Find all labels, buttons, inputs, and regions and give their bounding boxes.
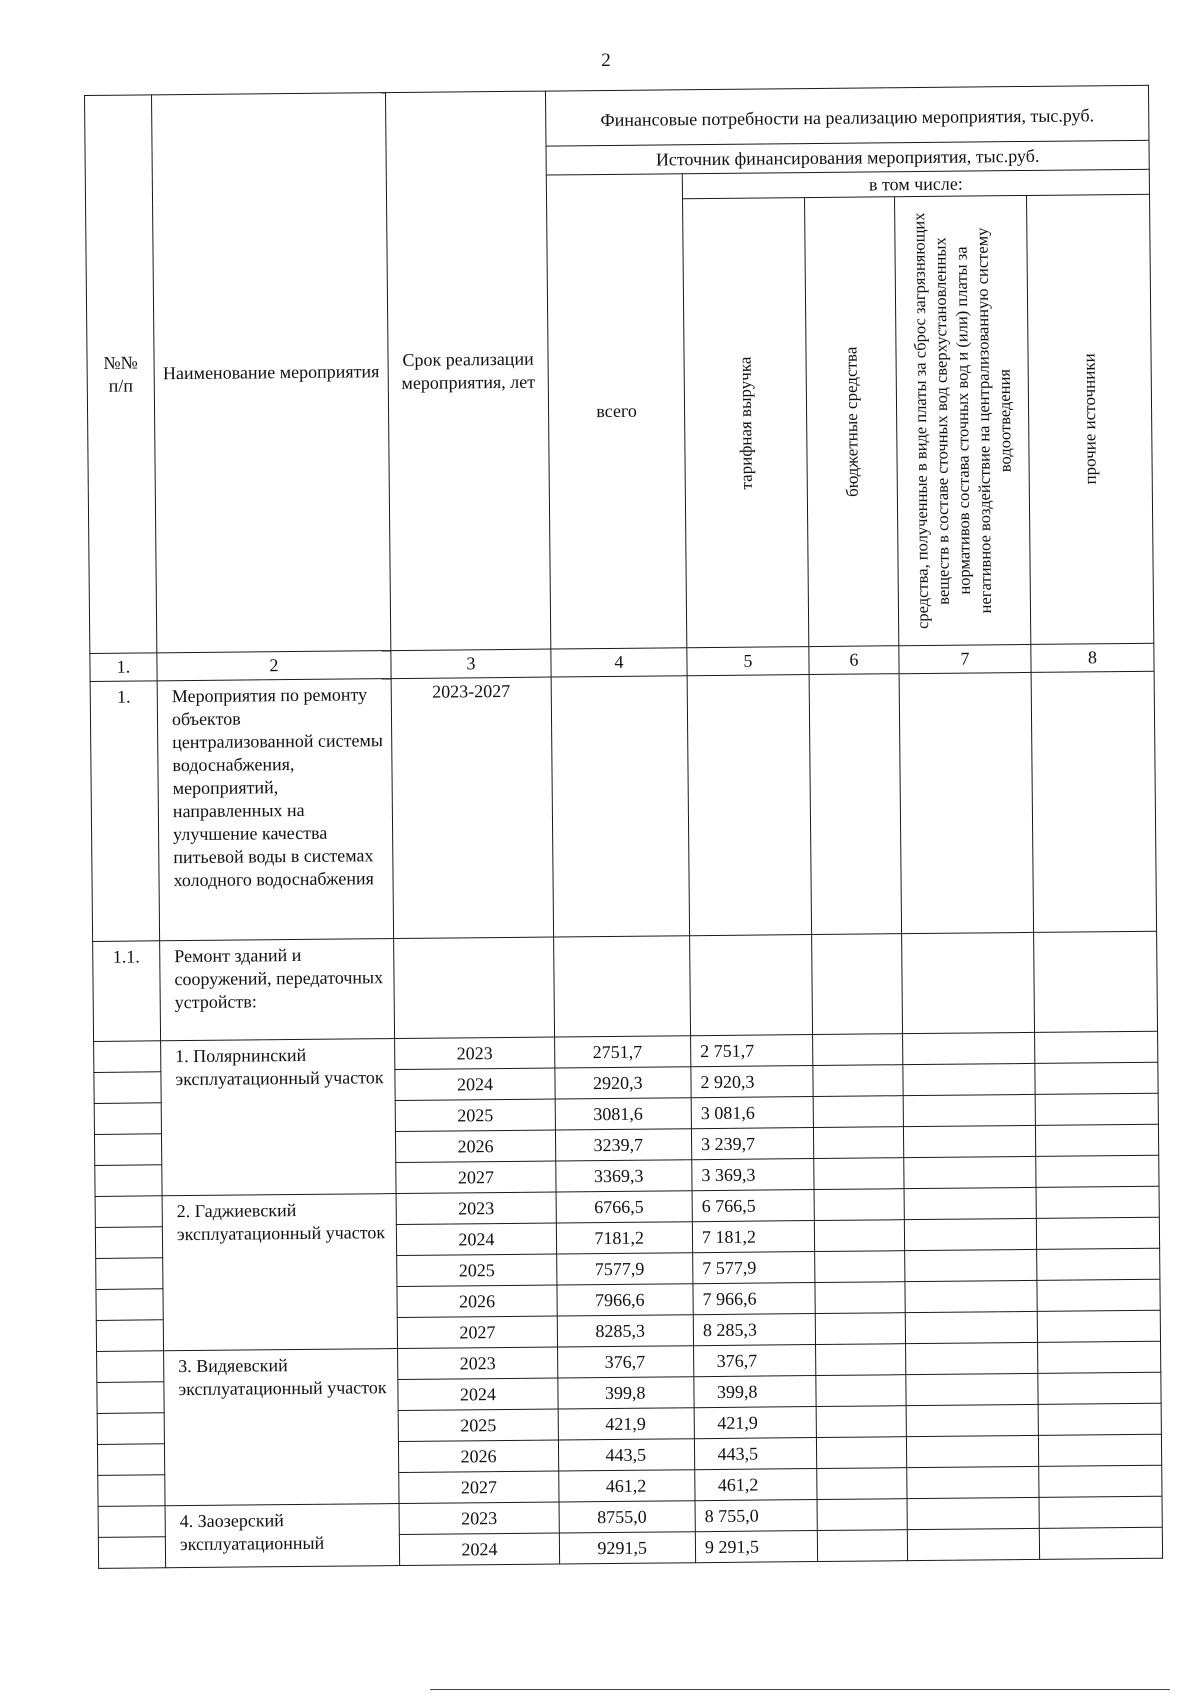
row-num-cell [97,1351,164,1383]
header-source: Источник финансирования мероприятия, тыс.руб. [546,140,1149,175]
header-num: №№ п/п [85,95,157,654]
total-cell: 7966,6 [557,1284,693,1316]
year-cell: 2026 [398,1440,558,1473]
row-1-1-name: Ремонт зданий и сооружений, передаточных устройств: [160,939,395,1041]
budget-cell [816,1344,906,1376]
year-cell: 2026 [395,1130,555,1163]
tariff-cell: 9 291,5 [695,1531,817,1563]
other-cell [1036,1155,1159,1187]
row-1 [90,671,1156,941]
budget-cell [813,1096,903,1128]
other-cell [1036,1186,1159,1218]
budget-cell [816,1375,906,1407]
header-total: всего [546,174,687,649]
row-1-num: 1. [90,681,159,942]
header-other: прочие источники [1027,194,1154,644]
colnum: 8 [1031,643,1154,672]
total-cell: 3081,6 [555,1098,691,1130]
tariff-cell: 376,7 [694,1345,816,1377]
year-cell: 2023 [395,1037,555,1070]
colnum: 3 [391,649,551,679]
year-cell: 2026 [397,1285,557,1318]
total-cell: 443,5 [558,1439,694,1471]
total-cell: 2751,7 [555,1036,691,1068]
header-budget: бюджетные средства [805,197,899,647]
row-num-cell [98,1506,165,1538]
row-1-period: 2023-2027 [391,677,553,939]
year-cell: 2024 [398,1378,558,1411]
row-num-cell [98,1475,165,1507]
other-cell [1038,1372,1161,1404]
total-cell: 6766,5 [556,1191,692,1223]
tariff-cell: 6 766,5 [692,1190,814,1222]
tariff-cell: 461,2 [695,1469,817,1501]
row-num-cell [94,1041,161,1073]
row-1-1-num: 1.1. [93,941,161,1042]
budget-cell [816,1437,906,1469]
tariff-cell: 399,8 [694,1376,816,1408]
header-including: в том числе: [682,169,1149,198]
row-num-cell [96,1289,163,1321]
discharge-cell [904,1218,1036,1250]
other-cell [1035,1031,1158,1063]
total-cell: 461,2 [559,1470,695,1502]
page-number: 2 [601,50,611,71]
total-cell: 9291,5 [559,1532,695,1564]
row-num-cell [98,1537,165,1569]
other-cell [1037,1279,1160,1311]
budget-cell [816,1406,906,1438]
colnum: 5 [687,647,809,676]
discharge-cell [904,1156,1036,1188]
other-cell [1035,1124,1158,1156]
header-fin-needs: Финансовые потребности на реализацию мероприятия, тыс.руб. [545,85,1149,146]
year-cell: 2024 [396,1223,556,1256]
budget-cell [813,1034,903,1066]
year-cell: 2027 [397,1316,557,1349]
budget-cell [814,1158,904,1190]
other-cell [1037,1310,1160,1342]
discharge-cell [907,1466,1039,1498]
colnum: 1. [90,653,157,682]
budget-cell [813,1127,903,1159]
row-num-cell [94,1134,161,1166]
discharge-cell [907,1497,1039,1529]
other-cell [1035,1062,1158,1094]
total-cell: 3369,3 [556,1160,692,1192]
colnum: 6 [809,646,899,675]
row-num-cell [97,1444,164,1476]
discharge-cell [903,1094,1035,1126]
total-cell: 8285,3 [557,1315,693,1347]
year-cell: 2024 [399,1533,559,1566]
year-cell: 2024 [395,1068,555,1101]
section-name: 4. Заозерский эксплуатационный [165,1504,400,1568]
other-cell [1038,1341,1161,1373]
year-cell: 2025 [398,1409,558,1442]
row-1-name: Мероприятия по ремонту объектов централизованной системы водоснабжения, мероприятий, направленных на улучшение качества питьевой воды в системах холодного водоснабжения [157,679,393,941]
other-cell [1037,1248,1160,1280]
year-cell: 2027 [396,1161,556,1194]
financing-table [84,85,1163,1569]
tariff-cell: 443,5 [694,1438,816,1470]
header-discharge: средства, полученные в виде платы за сброс загрязняющих веществ в составе сточных вод сверхустановленных нормативов состава сточных вод и (или) платы за негативное воздействие на централизованную систему водоотведения [895,195,1031,645]
other-cell [1039,1465,1162,1497]
year-cell: 2023 [398,1347,558,1380]
other-cell [1039,1527,1162,1559]
tariff-cell: 2 920,3 [691,1066,813,1098]
section-name: 1. Полярнинский эксплуатационный участок [161,1039,396,1196]
total-cell: 7181,2 [556,1222,692,1254]
budget-cell [815,1282,905,1314]
discharge-cell [907,1528,1039,1560]
other-cell [1035,1093,1158,1125]
row-num-cell [95,1196,162,1228]
tariff-cell: 7 577,9 [693,1252,815,1284]
total-cell: 7577,9 [557,1253,693,1285]
row-num-cell [96,1258,163,1290]
row-num-cell [95,1227,162,1259]
other-cell [1036,1217,1159,1249]
header-row-1 [85,85,1149,150]
row-num-cell [97,1382,164,1414]
tariff-cell: 3 081,6 [691,1097,813,1129]
discharge-cell [905,1280,1037,1312]
discharge-cell [903,1063,1035,1095]
total-cell: 2920,3 [555,1067,691,1099]
header-period: Срок реализации мероприятия, лет [385,91,550,651]
tariff-cell: 2 751,7 [691,1035,813,1067]
row-num-cell [94,1103,161,1135]
tariff-cell: 7 966,6 [693,1283,815,1315]
tariff-cell: 421,9 [694,1407,816,1439]
header-tariff: тарифная выручка [683,198,809,648]
budget-cell [814,1189,904,1221]
discharge-cell [903,1032,1035,1064]
discharge-cell [906,1342,1038,1374]
discharge-cell [906,1373,1038,1405]
total-cell: 8755,0 [559,1501,695,1533]
total-cell: 3239,7 [555,1129,691,1161]
discharge-cell [904,1187,1036,1219]
colnum: 7 [899,644,1031,673]
row-num-cell [96,1320,163,1352]
header-name: Наименование мероприятия [152,93,391,653]
tariff-cell: 3 369,3 [692,1159,814,1191]
other-cell [1038,1434,1161,1466]
row-num-cell [97,1413,164,1445]
total-cell: 421,9 [558,1408,694,1440]
row-1-1 [93,931,1158,1041]
discharge-cell [905,1311,1037,1343]
discharge-cell [906,1435,1038,1467]
budget-cell [813,1065,903,1097]
row-num-cell [94,1072,161,1104]
discharge-cell [906,1404,1038,1436]
budget-cell [814,1220,904,1252]
year-cell: 2027 [399,1471,559,1504]
budget-cell [817,1499,907,1531]
colnum: 2 [157,651,391,681]
other-cell [1038,1403,1161,1435]
tariff-cell: 8 755,0 [695,1500,817,1532]
budget-cell [817,1468,907,1500]
total-cell: 376,7 [558,1346,694,1378]
bottom-rule [430,1689,1170,1690]
budget-cell [817,1530,907,1562]
section-name: 2. Гаджиевский эксплуатационный участок [162,1194,397,1351]
tariff-cell: 3 239,7 [691,1128,813,1160]
tariff-cell: 8 285,3 [693,1314,815,1346]
section-name: 3. Видяевский эксплуатационный участок [164,1349,399,1506]
year-cell: 2025 [397,1254,557,1287]
discharge-cell [905,1249,1037,1281]
budget-cell [815,1251,905,1283]
row-num-cell [95,1165,162,1197]
year-cell: 2025 [395,1099,555,1132]
discharge-cell [903,1125,1035,1157]
budget-cell [815,1313,905,1345]
total-cell: 399,8 [558,1377,694,1409]
other-cell [1039,1496,1162,1528]
tariff-cell: 7 181,2 [692,1221,814,1253]
year-cell: 2023 [399,1502,559,1535]
year-cell: 2023 [396,1192,556,1225]
colnum: 4 [551,648,687,677]
